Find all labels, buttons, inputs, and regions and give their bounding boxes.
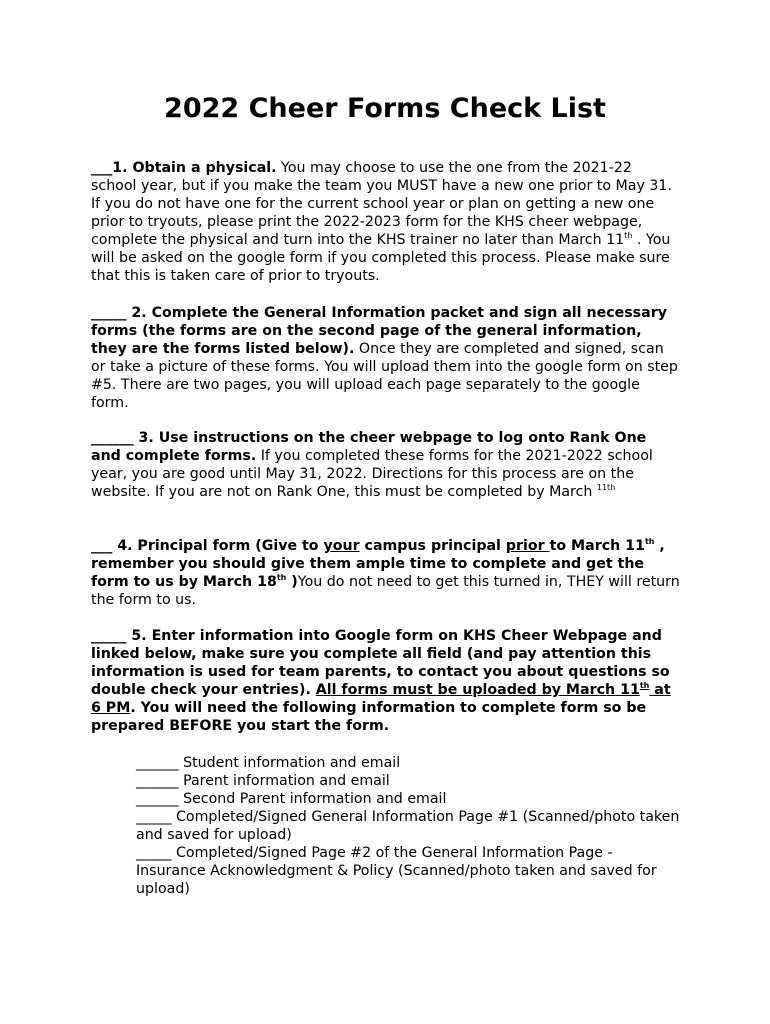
checklist-item-2 bbox=[91, 304, 681, 412]
item-5-deadline-sup: th bbox=[639, 681, 650, 690]
checklist-item-3 bbox=[91, 429, 681, 501]
item-4-heading-a: 4. Principal form (Give to bbox=[112, 538, 324, 554]
checklist-item-1 bbox=[91, 159, 681, 285]
checklist-subitem bbox=[136, 790, 681, 808]
item-4-body: You do not need to get this turned in, THEY will return the form to us. bbox=[91, 574, 680, 608]
item-3-body: If you completed these forms for the 2021-2022 school year, you are good until May 31, 2022. Directions for this process are on the website. If you are not on Rank One, this must be completed by March bbox=[91, 448, 653, 500]
page-title: 2022 Cheer Forms Check List bbox=[164, 93, 606, 124]
subitem-blank: ______ bbox=[136, 791, 179, 807]
checklist-item-5 bbox=[91, 627, 681, 735]
subitem-text: Completed/Signed General Information Page #1 (Scanned/photo taken and saved for upload) bbox=[136, 809, 680, 843]
item-4-your: your bbox=[323, 538, 360, 554]
checklist-subitem bbox=[136, 754, 681, 772]
subitem-blank: _____ bbox=[136, 845, 172, 861]
item-5-blank: _____ bbox=[91, 628, 127, 644]
item-4-blank: ___ bbox=[91, 538, 113, 554]
item-4-heading-e: ) bbox=[286, 574, 298, 590]
checklist-subitem bbox=[136, 772, 681, 790]
item-2-heading: 2. Complete the General Information packet and sign all necessary forms (the forms are on the second page of the general information, they are the forms listed below). bbox=[91, 305, 667, 357]
item-3-sup: 11th bbox=[596, 483, 616, 492]
item-3-blank: ______ bbox=[91, 430, 134, 446]
item-2-blank: _____ bbox=[91, 305, 127, 321]
item-5-deadline-b: at 6 PM bbox=[91, 682, 671, 716]
item-1-sup: th bbox=[624, 231, 633, 240]
item-1-body-2: . You will be asked on the google form if you completed this process. Please make sure that this is taken care of prior to tryouts. bbox=[91, 232, 671, 284]
item-1-heading: 1. Obtain a physical. bbox=[112, 160, 277, 176]
item-4-heading-d: , remember you should give them ample time to complete and get the form to us by March 18 bbox=[91, 538, 665, 590]
subitem-blank: _____ bbox=[136, 809, 172, 825]
subitem-text: Completed/Signed Page #2 of the General Information Page - Insurance Acknowledgment & Policy (Scanned/photo taken and saved for upload) bbox=[136, 845, 657, 897]
item-4-heading-b: campus principal bbox=[359, 538, 506, 554]
checklist-subitem bbox=[136, 808, 681, 844]
item-4-sup-1: th bbox=[644, 537, 655, 546]
item-4-prior: prior bbox=[505, 538, 550, 554]
item-2-body: Once they are completed and signed, scan or take a picture of these forms. You will upload them into the google form on step #5. There are two pages, you will upload each page separately to the google form. bbox=[91, 341, 678, 411]
item-5-deadline-a: All forms must be uploaded by March 11 bbox=[315, 682, 640, 698]
item-5-heading: 5. Enter information into Google form on KHS Cheer Webpage and linked below, make sure you complete all field (and pay attention this information is used for team parents, to contact you about questions so double check your entries). bbox=[91, 628, 670, 698]
item-1-blank: ___ bbox=[91, 160, 113, 176]
checklist-item-4 bbox=[91, 537, 681, 609]
checklist-subitem bbox=[136, 844, 681, 898]
subitem-blank: ______ bbox=[136, 773, 179, 789]
subitem-text: Parent information and email bbox=[178, 773, 390, 789]
item-1-body: You may choose to use the one from the 2021-22 school year, but if you make the team you MUST have a new one prior to May 31. If you do not have one for the current school year or plan on getting a new one prior to tryouts, please print the 2022-2023 form for the KHS cheer webpage, complete the physical and turn into the KHS trainer no later than March 11 bbox=[91, 160, 672, 248]
item-5-checklist bbox=[136, 754, 681, 898]
item-4-heading-c: to March 11 bbox=[549, 538, 645, 554]
subitem-blank: ______ bbox=[136, 755, 179, 771]
subitem-text: Second Parent information and email bbox=[178, 791, 447, 807]
item-4-sup-2: th bbox=[276, 573, 287, 582]
item-5-heading-b: . You will need the following information to complete form so be prepared BEFORE you start the form. bbox=[91, 700, 647, 734]
item-3-heading: 3. Use instructions on the cheer webpage to log onto Rank One and complete forms. bbox=[91, 430, 647, 464]
subitem-text: Student information and email bbox=[178, 755, 401, 771]
